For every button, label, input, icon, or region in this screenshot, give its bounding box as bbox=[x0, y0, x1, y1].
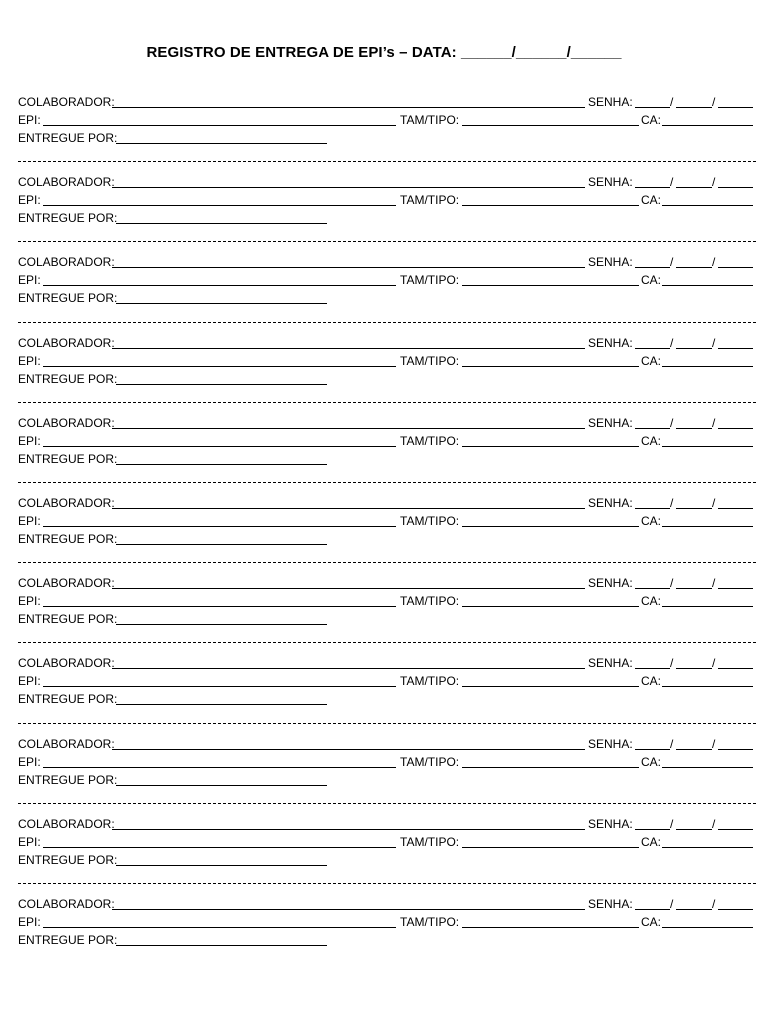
delivery-entry bbox=[18, 174, 754, 234]
entregue-por-row bbox=[18, 290, 754, 307]
entregue-por-row bbox=[18, 691, 754, 708]
ca-field[interactable] bbox=[662, 606, 753, 607]
colaborador-label: COLABORADOR: bbox=[18, 496, 115, 510]
senha-slash: / bbox=[712, 95, 716, 109]
ca-field[interactable] bbox=[662, 927, 753, 928]
senha-slash: / bbox=[712, 897, 716, 911]
epi-field[interactable] bbox=[43, 686, 396, 687]
colaborador-label: COLABORADOR: bbox=[18, 897, 115, 911]
section-divider bbox=[18, 161, 756, 162]
colaborador-field[interactable] bbox=[112, 267, 585, 268]
epi-row bbox=[18, 513, 754, 530]
colaborador-field[interactable] bbox=[112, 107, 585, 108]
tam-tipo-field[interactable] bbox=[462, 686, 639, 687]
senha-day-field[interactable] bbox=[635, 588, 670, 589]
senha-month-field[interactable] bbox=[676, 668, 712, 669]
senha-day-field[interactable] bbox=[635, 348, 670, 349]
ca-label: CA: bbox=[641, 273, 662, 287]
delivery-entry bbox=[18, 335, 754, 395]
tam-tipo-field[interactable] bbox=[462, 446, 639, 447]
senha-year-field[interactable] bbox=[718, 428, 753, 429]
ca-field[interactable] bbox=[662, 847, 753, 848]
section-divider bbox=[18, 322, 756, 323]
delivery-entry bbox=[18, 94, 754, 154]
senha-day-field[interactable] bbox=[635, 187, 670, 188]
tam-tipo-field[interactable] bbox=[462, 847, 639, 848]
delivery-entry bbox=[18, 896, 754, 956]
colaborador-row bbox=[18, 816, 754, 833]
epi-row bbox=[18, 834, 754, 851]
senha-slash: / bbox=[712, 496, 716, 510]
senha-slash: / bbox=[670, 496, 674, 510]
entregue-por-row bbox=[18, 772, 754, 789]
colaborador-field[interactable] bbox=[112, 829, 585, 830]
entregue-por-label: ENTREGUE POR: bbox=[18, 532, 118, 546]
epi-field[interactable] bbox=[43, 847, 396, 848]
senha-month-field[interactable] bbox=[676, 588, 712, 589]
senha-label: SENHA: bbox=[588, 496, 633, 510]
epi-label: EPI: bbox=[18, 193, 41, 207]
senha-year-field[interactable] bbox=[718, 107, 753, 108]
ca-field[interactable] bbox=[662, 205, 753, 206]
epi-field[interactable] bbox=[43, 927, 396, 928]
entregue-por-label: ENTREGUE POR: bbox=[18, 291, 118, 305]
senha-label: SENHA: bbox=[588, 897, 633, 911]
section-divider bbox=[18, 402, 756, 403]
senha-slash: / bbox=[712, 737, 716, 751]
senha-label: SENHA: bbox=[588, 416, 633, 430]
colaborador-label: COLABORADOR: bbox=[18, 737, 115, 751]
tam-tipo-label: TAM/TIPO: bbox=[400, 113, 460, 127]
tam-tipo-field[interactable] bbox=[462, 767, 639, 768]
ca-label: CA: bbox=[641, 193, 662, 207]
colaborador-label: COLABORADOR: bbox=[18, 576, 115, 590]
epi-label: EPI: bbox=[18, 514, 41, 528]
tam-tipo-field[interactable] bbox=[462, 927, 639, 928]
senha-month-field[interactable] bbox=[676, 749, 712, 750]
epi-row bbox=[18, 112, 754, 129]
section-divider bbox=[18, 883, 756, 884]
ca-label: CA: bbox=[641, 674, 662, 688]
ca-field[interactable] bbox=[662, 686, 753, 687]
epi-row bbox=[18, 433, 754, 450]
entregue-por-row bbox=[18, 531, 754, 548]
tam-tipo-field[interactable] bbox=[462, 526, 639, 527]
senha-year-field[interactable] bbox=[718, 267, 753, 268]
senha-slash: / bbox=[670, 656, 674, 670]
ca-field[interactable] bbox=[662, 767, 753, 768]
ca-label: CA: bbox=[641, 113, 662, 127]
entregue-por-label: ENTREGUE POR: bbox=[18, 612, 118, 626]
tam-tipo-field[interactable] bbox=[462, 205, 639, 206]
tam-tipo-label: TAM/TIPO: bbox=[400, 594, 460, 608]
epi-label: EPI: bbox=[18, 594, 41, 608]
section-divider bbox=[18, 803, 756, 804]
ca-field[interactable] bbox=[662, 526, 753, 527]
delivery-entry bbox=[18, 415, 754, 475]
section-divider bbox=[18, 642, 756, 643]
colaborador-label: COLABORADOR: bbox=[18, 817, 115, 831]
senha-day-field[interactable] bbox=[635, 107, 670, 108]
tam-tipo-label: TAM/TIPO: bbox=[400, 835, 460, 849]
senha-month-field[interactable] bbox=[676, 829, 712, 830]
ca-label: CA: bbox=[641, 835, 662, 849]
tam-tipo-field[interactable] bbox=[462, 606, 639, 607]
entregue-por-label: ENTREGUE POR: bbox=[18, 853, 118, 867]
epi-field[interactable] bbox=[43, 205, 396, 206]
entregue-por-row bbox=[18, 611, 754, 628]
tam-tipo-label: TAM/TIPO: bbox=[400, 755, 460, 769]
senha-slash: / bbox=[670, 416, 674, 430]
ca-field[interactable] bbox=[662, 366, 753, 367]
section-divider bbox=[18, 723, 756, 724]
senha-slash: / bbox=[712, 175, 716, 189]
epi-label: EPI: bbox=[18, 273, 41, 287]
senha-slash: / bbox=[712, 656, 716, 670]
entregue-por-row bbox=[18, 451, 754, 468]
senha-month-field[interactable] bbox=[676, 187, 712, 188]
senha-day-field[interactable] bbox=[635, 508, 670, 509]
senha-slash: / bbox=[712, 817, 716, 831]
tam-tipo-label: TAM/TIPO: bbox=[400, 354, 460, 368]
senha-year-field[interactable] bbox=[718, 749, 753, 750]
tam-tipo-label: TAM/TIPO: bbox=[400, 915, 460, 929]
colaborador-row bbox=[18, 94, 754, 111]
entregue-por-row bbox=[18, 130, 754, 147]
senha-label: SENHA: bbox=[588, 656, 633, 670]
senha-year-field[interactable] bbox=[718, 588, 753, 589]
colaborador-row bbox=[18, 174, 754, 191]
senha-day-field[interactable] bbox=[635, 749, 670, 750]
entregue-por-field[interactable] bbox=[116, 143, 327, 144]
colaborador-row bbox=[18, 415, 754, 432]
entregue-por-label: ENTREGUE POR: bbox=[18, 933, 118, 947]
epi-field[interactable] bbox=[43, 446, 396, 447]
senha-label: SENHA: bbox=[588, 255, 633, 269]
entregue-por-field[interactable] bbox=[116, 865, 327, 866]
colaborador-field[interactable] bbox=[112, 749, 585, 750]
senha-slash: / bbox=[712, 255, 716, 269]
colaborador-row bbox=[18, 575, 754, 592]
senha-month-field[interactable] bbox=[676, 348, 712, 349]
epi-label: EPI: bbox=[18, 434, 41, 448]
senha-day-field[interactable] bbox=[635, 829, 670, 830]
colaborador-field[interactable] bbox=[112, 348, 585, 349]
epi-row bbox=[18, 593, 754, 610]
tam-tipo-field[interactable] bbox=[462, 285, 639, 286]
colaborador-label: COLABORADOR: bbox=[18, 336, 115, 350]
entregue-por-field[interactable] bbox=[116, 704, 327, 705]
colaborador-label: COLABORADOR: bbox=[18, 656, 115, 670]
tam-tipo-field[interactable] bbox=[462, 125, 639, 126]
colaborador-field[interactable] bbox=[112, 909, 585, 910]
ca-label: CA: bbox=[641, 915, 662, 929]
senha-month-field[interactable] bbox=[676, 428, 712, 429]
colaborador-row bbox=[18, 736, 754, 753]
ca-label: CA: bbox=[641, 594, 662, 608]
senha-slash: / bbox=[712, 416, 716, 430]
senha-slash: / bbox=[712, 576, 716, 590]
delivery-entry bbox=[18, 495, 754, 555]
epi-field[interactable] bbox=[43, 606, 396, 607]
senha-slash: / bbox=[670, 95, 674, 109]
tam-tipo-field[interactable] bbox=[462, 366, 639, 367]
delivery-entry bbox=[18, 575, 754, 635]
colaborador-row bbox=[18, 655, 754, 672]
senha-day-field[interactable] bbox=[635, 267, 670, 268]
epi-row bbox=[18, 272, 754, 289]
epi-field[interactable] bbox=[43, 366, 396, 367]
epi-field[interactable] bbox=[43, 767, 396, 768]
entregue-por-label: ENTREGUE POR: bbox=[18, 452, 118, 466]
senha-year-field[interactable] bbox=[718, 187, 753, 188]
senha-slash: / bbox=[670, 336, 674, 350]
tam-tipo-label: TAM/TIPO: bbox=[400, 273, 460, 287]
senha-label: SENHA: bbox=[588, 817, 633, 831]
senha-slash: / bbox=[712, 336, 716, 350]
entregue-por-row bbox=[18, 210, 754, 227]
colaborador-field[interactable] bbox=[112, 428, 585, 429]
entregue-por-field[interactable] bbox=[116, 464, 327, 465]
tam-tipo-label: TAM/TIPO: bbox=[400, 674, 460, 688]
colaborador-label: COLABORADOR: bbox=[18, 255, 115, 269]
senha-label: SENHA: bbox=[588, 737, 633, 751]
epi-label: EPI: bbox=[18, 674, 41, 688]
epi-row bbox=[18, 914, 754, 931]
epi-field[interactable] bbox=[43, 285, 396, 286]
entregue-por-label: ENTREGUE POR: bbox=[18, 692, 118, 706]
epi-label: EPI: bbox=[18, 354, 41, 368]
entregue-por-field[interactable] bbox=[116, 544, 327, 545]
senha-day-field[interactable] bbox=[635, 909, 670, 910]
delivery-entry bbox=[18, 816, 754, 876]
section-divider bbox=[18, 241, 756, 242]
epi-field[interactable] bbox=[43, 526, 396, 527]
colaborador-field[interactable] bbox=[112, 187, 585, 188]
entregue-por-label: ENTREGUE POR: bbox=[18, 773, 118, 787]
epi-row bbox=[18, 673, 754, 690]
ca-field[interactable] bbox=[662, 285, 753, 286]
ca-field[interactable] bbox=[662, 125, 753, 126]
senha-slash: / bbox=[670, 175, 674, 189]
delivery-entry bbox=[18, 254, 754, 314]
senha-year-field[interactable] bbox=[718, 508, 753, 509]
colaborador-row bbox=[18, 896, 754, 913]
entregue-por-field[interactable] bbox=[116, 945, 327, 946]
entregue-por-label: ENTREGUE POR: bbox=[18, 211, 118, 225]
tam-tipo-label: TAM/TIPO: bbox=[400, 193, 460, 207]
colaborador-row bbox=[18, 254, 754, 271]
colaborador-label: COLABORADOR: bbox=[18, 175, 115, 189]
epi-row bbox=[18, 754, 754, 771]
senha-year-field[interactable] bbox=[718, 829, 753, 830]
senha-slash: / bbox=[670, 737, 674, 751]
senha-slash: / bbox=[670, 817, 674, 831]
senha-year-field[interactable] bbox=[718, 348, 753, 349]
senha-month-field[interactable] bbox=[676, 508, 712, 509]
entregue-por-field[interactable] bbox=[116, 223, 327, 224]
entregue-por-label: ENTREGUE POR: bbox=[18, 131, 118, 145]
section-divider bbox=[18, 562, 756, 563]
tam-tipo-label: TAM/TIPO: bbox=[400, 514, 460, 528]
senha-label: SENHA: bbox=[588, 576, 633, 590]
senha-month-field[interactable] bbox=[676, 107, 712, 108]
senha-day-field[interactable] bbox=[635, 668, 670, 669]
colaborador-label: COLABORADOR: bbox=[18, 95, 115, 109]
ca-label: CA: bbox=[641, 354, 662, 368]
delivery-entry bbox=[18, 736, 754, 796]
senha-month-field[interactable] bbox=[676, 267, 712, 268]
page-title: REGISTRO DE ENTREGA DE EPI’s – DATA: ______/______/______ bbox=[146, 44, 622, 61]
senha-year-field[interactable] bbox=[718, 909, 753, 910]
entregue-por-field[interactable] bbox=[116, 384, 327, 385]
entregue-por-row bbox=[18, 932, 754, 949]
epi-label: EPI: bbox=[18, 835, 41, 849]
section-divider bbox=[18, 482, 756, 483]
colaborador-field[interactable] bbox=[112, 508, 585, 509]
epi-label: EPI: bbox=[18, 755, 41, 769]
senha-year-field[interactable] bbox=[718, 668, 753, 669]
epi-field[interactable] bbox=[43, 125, 396, 126]
entregue-por-field[interactable] bbox=[116, 624, 327, 625]
senha-slash: / bbox=[670, 255, 674, 269]
senha-month-field[interactable] bbox=[676, 909, 712, 910]
ca-label: CA: bbox=[641, 514, 662, 528]
entregue-por-row bbox=[18, 371, 754, 388]
tam-tipo-label: TAM/TIPO: bbox=[400, 434, 460, 448]
epi-label: EPI: bbox=[18, 113, 41, 127]
entregue-por-field[interactable] bbox=[116, 785, 327, 786]
colaborador-field[interactable] bbox=[112, 668, 585, 669]
senha-slash: / bbox=[670, 897, 674, 911]
ca-label: CA: bbox=[641, 434, 662, 448]
colaborador-label: COLABORADOR: bbox=[18, 416, 115, 430]
epi-label: EPI: bbox=[18, 915, 41, 929]
senha-day-field[interactable] bbox=[635, 428, 670, 429]
colaborador-field[interactable] bbox=[112, 588, 585, 589]
senha-label: SENHA: bbox=[588, 95, 633, 109]
entregue-por-field[interactable] bbox=[116, 303, 327, 304]
epi-row bbox=[18, 192, 754, 209]
senha-slash: / bbox=[670, 576, 674, 590]
epi-row bbox=[18, 353, 754, 370]
senha-label: SENHA: bbox=[588, 175, 633, 189]
ca-field[interactable] bbox=[662, 446, 753, 447]
ca-label: CA: bbox=[641, 755, 662, 769]
entregue-por-row bbox=[18, 852, 754, 869]
colaborador-row bbox=[18, 335, 754, 352]
entregue-por-label: ENTREGUE POR: bbox=[18, 372, 118, 386]
delivery-entry bbox=[18, 655, 754, 715]
senha-label: SENHA: bbox=[588, 336, 633, 350]
colaborador-row bbox=[18, 495, 754, 512]
